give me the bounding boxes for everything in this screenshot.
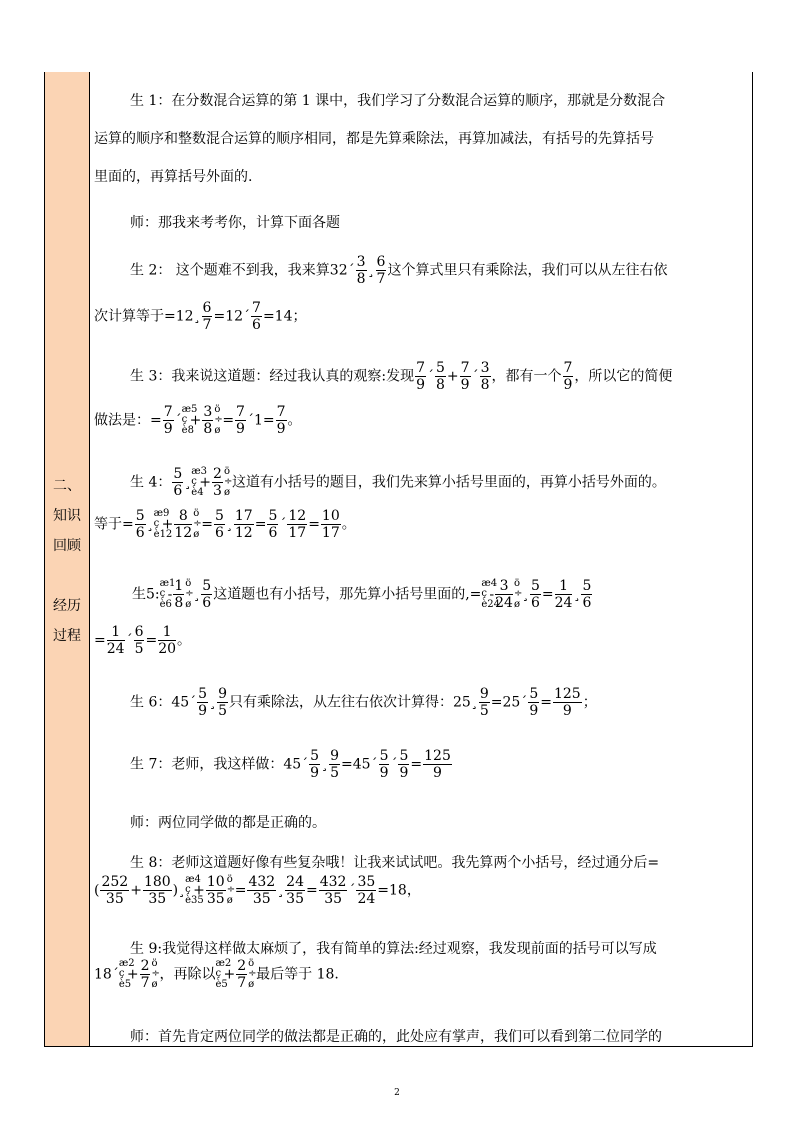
fraction-denominator: 35 [148,891,167,908]
fraction-denominator: 35 [105,891,124,908]
paragraph-line: 里面的，再算括号外面的. [94,169,253,185]
fraction-numerator: 5 [135,508,145,524]
fraction [247,874,276,907]
fraction [415,360,426,393]
fraction-denominator: 6 [173,483,183,500]
paragraph-line: 生 8：老师这道题好像有些复杂哦！让我来试试吧。我先算两个小括号，经过通分后= [130,855,660,871]
bracket-glyph: æ2 ç è5 [215,957,232,990]
fraction [212,466,223,499]
fraction-numerator: 9 [330,748,340,764]
fraction [563,360,574,393]
fraction-denominator: 17 [288,525,307,542]
fraction [197,686,208,719]
fraction-denominator: 35 [324,891,343,908]
fraction-denominator: 9 [460,377,470,394]
fraction-numerator: 17 [234,508,253,524]
fraction-denominator: 24 [495,595,513,612]
fraction-numerator: 2 [237,958,247,974]
paragraph-line: 生 9:我觉得这样做太麻烦了，我有简单的算法:经过观察，我发现前面的括号可以写成 [130,941,657,957]
fraction [376,254,387,287]
math-line [94,874,421,907]
bracket-glyph: ö ÷ ø [223,465,233,498]
text-run: ´1= [246,412,275,429]
fraction [435,360,446,393]
text-run: 这道题也有小括号，那先算小括号里面的,= [213,586,482,603]
text-run: 生 3：我来说这道题：经过我认真的观察:发现 [130,368,415,385]
bracket-glyph: ö ÷ ø [248,957,257,990]
text-run: ，所以它的简便 [574,368,673,385]
fraction [107,624,125,657]
operator: ´ [125,632,133,649]
math-line [130,254,667,287]
operator: + [223,966,236,983]
fraction [206,874,226,907]
bracket-glyph: ö ÷ ø [151,957,160,990]
operator: + [199,474,212,491]
operator: + [446,368,459,385]
fraction [285,874,305,907]
fraction-denominator: 7 [202,317,212,334]
text-run: ； [582,694,597,711]
fraction-denominator: 17 [321,525,340,542]
text-run: 。 [341,516,356,533]
operator: ¸ [277,882,285,899]
operator: ´ [471,368,479,385]
fraction-numerator: 3 [356,254,366,270]
paragraph-line: 生 1：在分数混合运算的第 1 课中，我们学习了分数混合运算的顺序，那就是分数混合 [130,93,666,109]
operator: ¸ [146,516,154,533]
fraction-numerator: 180 [143,874,171,890]
text-run: 生5: [132,586,160,603]
operator: = [222,412,235,429]
text-run: =18， [377,882,421,899]
fraction-numerator: 7 [252,300,261,316]
fraction [309,748,320,781]
fraction [423,748,452,781]
fraction-numerator: 5 [379,748,389,764]
operator: = [541,586,554,603]
section-label-line: 经历 [53,598,81,614]
fraction-numerator: 5 [198,686,208,702]
fraction [202,404,213,437]
operator: = [201,516,213,533]
fraction [158,624,176,657]
section-number: 二、 [53,478,81,494]
fraction-numerator: 2 [140,958,150,974]
fraction-denominator: 9 [236,421,245,438]
fraction [217,686,228,719]
fraction [321,508,341,541]
fraction-denominator: 8 [436,377,445,394]
text-run: 这道有小括号的题目，我们先来算小括号里面的，再算小括号外面的。 [231,474,666,491]
fraction-numerator: 252 [101,874,129,890]
fraction-numerator: 432 [319,874,347,890]
fraction-numerator: 5 [310,748,320,764]
fraction [398,748,409,781]
text-run: 生 6：45´ [130,694,197,711]
fraction-numerator: 5 [202,578,212,594]
operator: + [189,412,202,429]
text-run: 做法是：= [94,412,162,429]
fraction-denominator: 9 [399,765,409,782]
fraction-numerator: 8 [174,508,192,525]
operator: ´ [427,368,434,385]
fraction-numerator: 6 [134,624,144,640]
fraction [235,404,246,437]
fraction-numerator: 10 [206,874,225,890]
fraction-numerator: 5 [530,578,540,594]
math-line [130,748,453,781]
text-run: 18´ [94,966,119,983]
fraction-numerator: 7 [416,360,425,376]
fraction-numerator: 7 [236,404,245,420]
fraction-numerator: 1 [174,578,184,594]
text-run: ，都有一个 [491,368,562,385]
bracket-glyph: ö ÷ ø [513,577,523,610]
math-line [130,686,597,719]
text-run: =45´ [341,756,378,773]
text-run: 这个算式里只有乘除法，我们可以从左往右依 [387,262,668,279]
fraction-denominator: 5 [134,641,144,658]
fraction [479,686,490,719]
operator: - [167,586,173,603]
math-line [94,404,302,437]
fraction [202,300,213,333]
fraction-denominator: 8 [203,421,213,438]
bracket-glyph: æ4 ç è24 [481,577,501,610]
text-run: 最后等于 18. [256,966,339,983]
fraction-numerator: 125 [553,686,581,702]
fraction-denominator: 8 [174,595,184,612]
fraction-denominator: 9 [529,703,539,720]
fraction-numerator: 5 [214,508,224,524]
operator: = [306,882,318,899]
text-run: 。 [177,632,192,649]
fraction-denominator: 8 [356,271,366,288]
fraction-numerator: 5 [529,686,539,702]
fraction-numerator: 2 [213,466,222,482]
bracket-glyph: æ4 ç è35 [185,873,204,906]
fraction-denominator: 24 [554,595,573,612]
operator: = [308,516,320,533]
fraction-denominator: 3 [213,483,222,500]
paragraph-line: 运算的顺序和整数混合运算的顺序相同，都是先算乘除法，再算加减法，有括号的先算括号 [94,131,654,147]
bracket-glyph: ö ÷ ø [214,403,223,436]
fraction-numerator: 5 [399,748,409,764]
text-run: ，再除以 [159,966,216,983]
text-run: =25´ [490,694,528,711]
page-number: 2 [394,1088,400,1098]
section-label-line: 知识 [53,508,81,524]
fraction-numerator: 5 [173,466,183,482]
text-run: 次计算等于=12¸ [94,308,201,325]
fraction-numerator: 12 [288,508,307,524]
fraction-numerator: 3 [480,360,490,376]
fraction-numerator: 5 [436,360,445,376]
fraction-denominator: 7 [237,975,247,992]
text-run: 生 2： 这个题难不到我，我来算32´ [130,262,355,279]
fraction [173,578,184,611]
fraction-denominator: 5 [218,703,228,720]
operator: = [145,632,158,649]
section-label-line: 回顾 [53,538,81,554]
operator: ´ [279,516,287,533]
fraction-denominator: 5 [479,703,489,720]
operator: ¸ [367,262,375,279]
fraction [214,508,225,541]
fraction-denominator: 9 [276,421,286,438]
bracket-glyph: ö ÷ ø [193,507,202,540]
operator: ¸ [193,586,201,603]
fraction-denominator: 6 [252,317,261,334]
fraction-numerator: 5 [582,578,592,594]
fraction-numerator: 6 [202,300,212,316]
operator: ¸ [573,586,581,603]
operator: + [193,882,205,899]
fraction-denominator: 35 [206,891,225,908]
operator: = [540,694,552,711]
fraction-numerator: 5 [268,508,278,524]
fraction [174,508,192,541]
fraction-numerator: 432 [248,874,276,890]
fraction [553,686,582,719]
fraction [276,404,287,437]
operator: ¸ [184,474,192,491]
text-run: =14； [262,308,307,325]
operator: ¸ [321,756,329,773]
math-line [94,624,191,657]
fraction-numerator: 7 [460,360,470,376]
fraction [251,300,262,333]
fraction-numerator: 7 [276,404,286,420]
math-line [132,578,593,611]
fraction-numerator: 1 [158,624,176,641]
fraction-denominator: 9 [562,703,572,720]
fraction-numerator: 1 [107,624,125,641]
math-line [130,360,672,393]
fraction-denominator: 6 [135,525,145,542]
text-run: 。 [287,412,302,429]
fraction [134,624,145,657]
operator: = [94,632,106,649]
fraction [319,874,348,907]
fraction-numerator: 7 [563,360,573,376]
operator: + [161,516,174,533]
bracket-glyph: æ5 ç è8 [181,403,198,436]
fraction-denominator: 9 [416,377,425,394]
fraction-denominator: 9 [379,765,389,782]
fraction [140,958,151,991]
fraction [163,404,174,437]
fraction [356,874,376,907]
fraction-denominator: 9 [563,377,573,394]
paragraph-line: 师：那我来考考你，计算下面各题 [130,215,340,231]
fraction-denominator: 7 [140,975,150,992]
fraction [100,874,129,907]
text-run: )¸ [172,882,186,899]
fraction [495,578,513,611]
fraction-denominator: 35 [286,891,304,908]
lesson-table [44,72,753,1047]
fraction-numerator: 9 [479,686,489,702]
fraction [143,874,172,907]
fraction-denominator: 6 [582,595,592,612]
fraction-denominator: 24 [357,891,376,908]
fraction-denominator: 8 [480,377,490,394]
fraction-denominator: 12 [234,525,253,542]
fraction-denominator: 9 [433,765,442,782]
paragraph-line: 师：首先肯定两位同学的做法都是正确的，此处应有掌声，我们可以看到第二位同学的 [130,1029,662,1045]
fraction-numerator: 125 [424,748,451,764]
fraction [172,466,183,499]
operator: ´ [174,412,182,429]
fraction-numerator: 3 [203,404,213,420]
fraction-denominator: 7 [376,271,386,288]
bracket-glyph: ö ÷ ø [185,577,194,610]
math-line [94,300,306,333]
fraction [267,508,278,541]
operator: ¸ [209,694,217,711]
operator: + [130,882,142,899]
bracket-glyph: æ2 ç è5 [118,957,135,990]
fraction-denominator: 9 [163,421,173,438]
math-line [94,958,339,991]
section-label-column [45,72,90,1046]
text-run: 生 4： [130,474,172,491]
fraction-denominator: 6 [530,595,540,612]
fraction [379,748,390,781]
fraction-denominator: 20 [158,641,177,658]
fraction [329,748,340,781]
operator: = [410,756,423,773]
fraction [135,508,146,541]
fraction-numerator: 6 [376,254,386,270]
bracket-glyph: æ9 ç è12 [153,507,173,540]
fraction-denominator: 24 [106,641,125,658]
fraction [201,578,212,611]
operator: ¸ [521,586,529,603]
fraction-denominator: 9 [310,765,320,782]
text-run: =12´ [213,308,251,325]
math-line [130,466,666,499]
fraction-denominator: 6 [214,525,224,542]
fraction-denominator: 12 [174,525,193,542]
text-run: 只有乘除法，从左往右依次计算得：25¸ [229,694,478,711]
fraction [287,508,307,541]
fraction [236,958,247,991]
fraction [530,578,541,611]
fraction-numerator: 10 [321,508,340,524]
fraction [581,578,592,611]
fraction-numerator: 9 [218,686,228,702]
fraction [528,686,539,719]
operator: - [489,586,495,603]
operator: ´ [390,756,398,773]
fraction [356,254,367,287]
operator: ´ [348,882,356,899]
text-run: 生 7：老师，我这样做：45´ [130,756,309,773]
operator: = [254,516,267,533]
fraction-numerator: 3 [495,578,513,595]
operator: + [126,966,139,983]
operator: ¸ [225,516,233,533]
fraction-numerator: 1 [555,578,573,595]
text-run: ( [94,882,100,899]
fraction [234,508,254,541]
math-line [94,508,356,541]
fraction [480,360,491,393]
fraction-numerator: 7 [163,404,173,420]
bracket-glyph: ö ÷ ø [226,873,236,906]
fraction-denominator: 6 [202,595,212,612]
bracket-glyph: æ3 ç è4 [191,465,208,498]
fraction [460,360,471,393]
fraction [555,578,573,611]
fraction-denominator: 35 [252,891,271,908]
paragraph-line: 师：两位同学做的都是正确的。 [130,815,326,831]
lesson-content [90,72,752,1046]
section-label-line: 过程 [53,628,81,644]
fraction-numerator: 24 [286,874,304,890]
bracket-glyph: æ1 ç è6 [159,577,176,610]
text-run: 等于= [94,516,134,533]
fraction-denominator: 9 [198,703,208,720]
operator: = [234,882,247,899]
fraction-denominator: 6 [268,525,278,542]
fraction-denominator: 5 [330,765,340,782]
fraction-numerator: 35 [357,874,376,890]
